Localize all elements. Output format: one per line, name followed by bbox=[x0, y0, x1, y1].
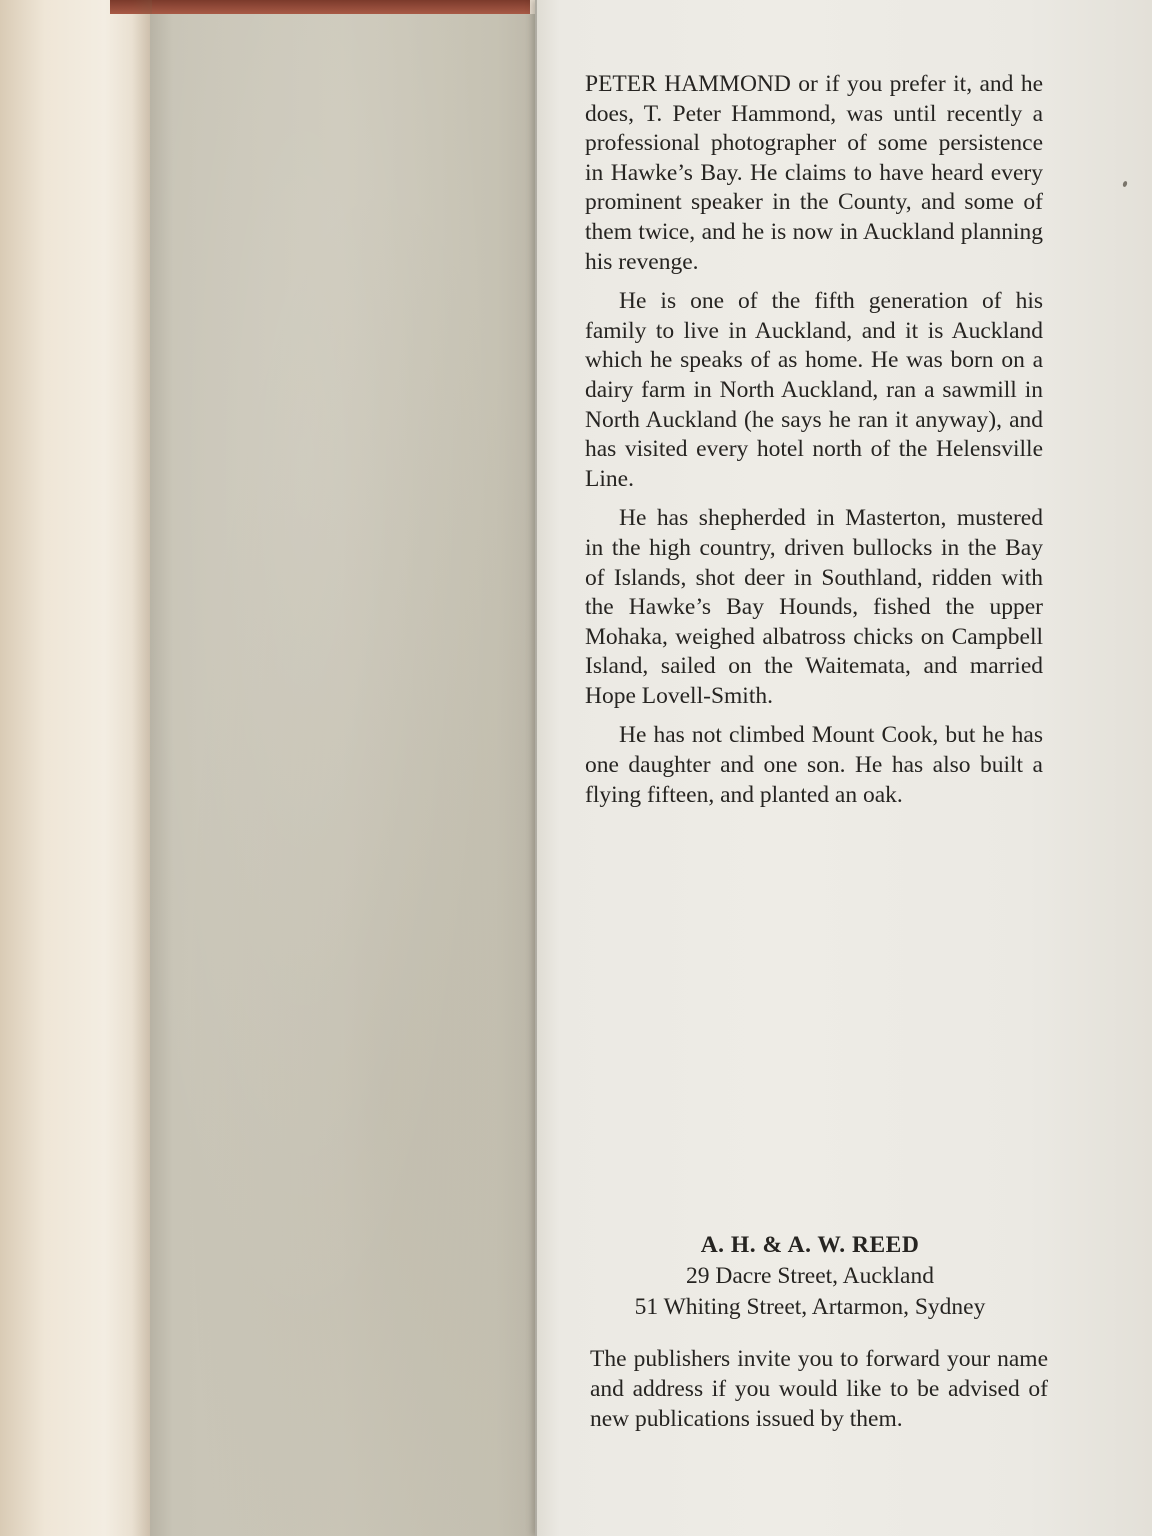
bio-paragraph-4: He has not climbed Mount Cook, but he has one daughter and one son. He has also built a flying fifteen, and planted an oak. bbox=[585, 722, 1043, 808]
author-biography bbox=[585, 70, 1043, 820]
cover-edge bbox=[110, 0, 530, 14]
publisher-address-auckland: 29 Dacre Street, Auckland bbox=[686, 1263, 934, 1289]
endpaper bbox=[0, 0, 150, 1536]
bio-paragraph-3: He has shepherded in Masterton, mustered in the high country, driven bullocks in the Bay of Islands, shot deer in Southland, ridden with the Hawke’s Bay Hounds, fished the upper Mohaka, weighed albatross chicks on Campbell Island, sailed on the Waitemata, and married Hope Lovell-Smith. bbox=[585, 505, 1043, 709]
publisher-address-sydney: 51 Whiting Street, Artarmon, Sydney bbox=[634, 1294, 986, 1320]
publisher-block bbox=[580, 1230, 1040, 1323]
publisher-name: A. H. & A. W. REED bbox=[700, 1232, 920, 1258]
spine-shadow bbox=[132, 0, 152, 1536]
bio-paragraph-2: He is one of the fifth generation of his family to live in Auckland, and it is Auckland which he speaks of as home. He was born on a dairy farm in North Auckland, ran a sawmill in North Auckland (he says he ran it anyway), and has visited every hotel north of the Helensville Line. bbox=[585, 288, 1043, 492]
publisher-note: The publishers invite you to forward your name and address if you would like to be advised of new publications issued by them. bbox=[590, 1346, 1048, 1432]
bio-paragraph-1: PETER HAMMOND or if you prefer it, and he does, T. Peter Hammond, was until recently a professional photographer of some persistence in Hawke’s Bay. He claims to have heard every prominent speaker in the County, and some of them twice, and he is now in Auckland planning his revenge. bbox=[585, 71, 1043, 275]
flap-fold-panel bbox=[150, 14, 535, 1536]
